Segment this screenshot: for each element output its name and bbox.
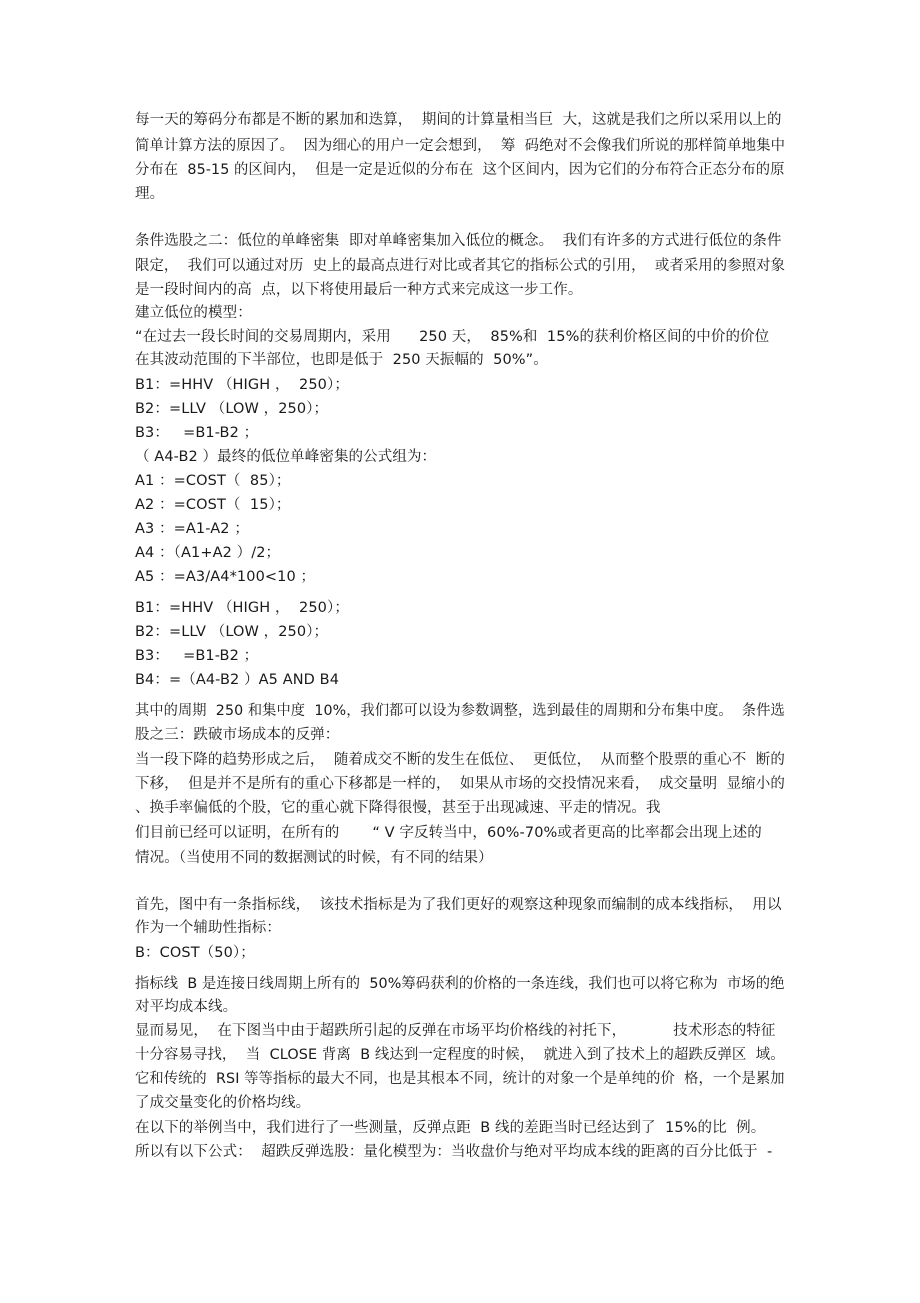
text-line: 情况。（当使用不同的数据测试的时候，有不同的结果） [135, 850, 493, 866]
text-line: 条件选股之二：低位的单峰密集 即对单峰密集加入低位的概念。 我们有许多的方式进行低位的条件 [135, 233, 782, 249]
text-line: 、换手率偏低的个股，它的重心就下降得很慢，甚至于出现减速、平走的情况。我 [135, 800, 661, 816]
text-line: 在以下的举例当中，我们进行了一些测量，反弹点距 B 线的差距当时已经达到了 15%的比 例。 [135, 1120, 766, 1136]
text-line: 限定， 我们可以通过对历 史上的最高点进行对比或者其它的指标公式的引用， 或者采用的参照对象 [135, 258, 786, 274]
text-line: 股之三：跌破市场成本的反弹： [135, 727, 340, 743]
text-line: 每一天的筹码分布都是不断的累加和迭算， 期间的计算量相当巨 大，这就是我们之所以采用以上的 [135, 112, 782, 128]
text-line: 了成交量变化的价格均线。 [135, 1095, 311, 1111]
formula-line: B：COST（50）； [135, 945, 255, 961]
formula-line: B1：=HHV （HIGH ， 250）； [135, 600, 349, 616]
formula-line: B4：=（A4-B2 ）A5 AND B4 [135, 672, 340, 688]
text-line: 在其波动范围的下半部位，也即是低于 250 天振幅的 50%”。 [135, 352, 548, 368]
formula-line: A4 ：（A1+A2 ）/2； [135, 545, 281, 561]
text-line: 当一段下降的趋势形成之后， 随着成交不断的发生在低位、 更低位， 从而整个股票的重心不 断的 [135, 752, 785, 768]
text-line: 是一段时间内的高 点，以下将使用最后一种方式来完成这一步工作。 [135, 282, 583, 298]
formula-line: B2：=LLV （LOW ，250）； [135, 624, 329, 640]
text-line: 分布在 85-15 的区间内， 但是一定是近似的分布在 这个区间内，因为它们的分布符合正态分布的原 [135, 162, 785, 178]
text-line: 显而易见， 在下图当中由于超跌所引起的反弹在市场平均价格线的衬托下， 技术形态的特征 [135, 1023, 776, 1039]
formula-line: A2 ：=COST（ 15）； [135, 497, 291, 513]
formula-line: A1 ：=COST（ 85）； [135, 473, 291, 489]
formula-line: B1：=HHV （HIGH ， 250）； [135, 377, 349, 393]
text-line: （ A4-B2 ）最终的低位单峰密集的公式组为： [135, 449, 437, 465]
text-line: 十分容易寻找， 当 CLOSE 背离 B 线达到一定程度的时候， 就进入到了技术上的超跌反弹区 域。 [135, 1047, 785, 1063]
text-line: 指标线 B 是连接日线周期上所有的 50%筹码获利的价格的一条连线，我们也可以将它称为 市场的绝 [135, 976, 785, 992]
text-line: 们目前已经可以证明，在所有的 “ V 字反转当中，60%-70%或者更高的比率都会出现上述的 [135, 825, 762, 841]
text-line: 建立低位的模型： [135, 305, 252, 321]
text-line: 它和传统的 RSI 等等指标的最大不同，也是其根本不同，统计的对象一个是单纯的价 格，一个是累加 [135, 1071, 785, 1087]
text-line: 作为一个辅助性指标： [135, 920, 281, 936]
text-line: 对平均成本线。 [135, 999, 238, 1015]
formula-line: B2：=LLV （LOW ，250）； [135, 401, 329, 417]
text-line: 首先，图中有一条指标线， 该技术指标是为了我们更好的观察这种现象而编制的成本线指标， 用以 [135, 897, 782, 913]
text-line: 其中的周期 250 和集中度 10%，我们都可以设为参数调整，选到最佳的周期和分布集中度。 条件选 [135, 703, 785, 719]
text-line: 简单计算方法的原因了。 因为细心的用户一定会想到， 筹 码绝对不会像我们所说的那样简单地集中 [135, 138, 786, 154]
formula-line: B3： =B1-B2 ； [135, 425, 259, 441]
formula-line: A5 ：=A3/A4*100<10 ； [135, 569, 316, 585]
formula-line: A3 ：=A1-A2 ； [135, 521, 249, 537]
formula-line: B3： =B1-B2 ； [135, 648, 259, 664]
text-line: 所以有以下公式： 超跌反弹选股：量化模型为：当收盘价与绝对平均成本线的距离的百分比低于 - [135, 1144, 773, 1160]
text-line: 下移， 但是并不是所有的重心下移都是一样的， 如果从市场的交投情况来看， 成交量明 显缩小的 [135, 776, 785, 792]
text-line: “在过去一段长时间的交易周期内，采用 250 天， 85%和 15%的获利价格区间的中价的价位 [135, 329, 770, 345]
text-line: 理。 [135, 186, 165, 202]
